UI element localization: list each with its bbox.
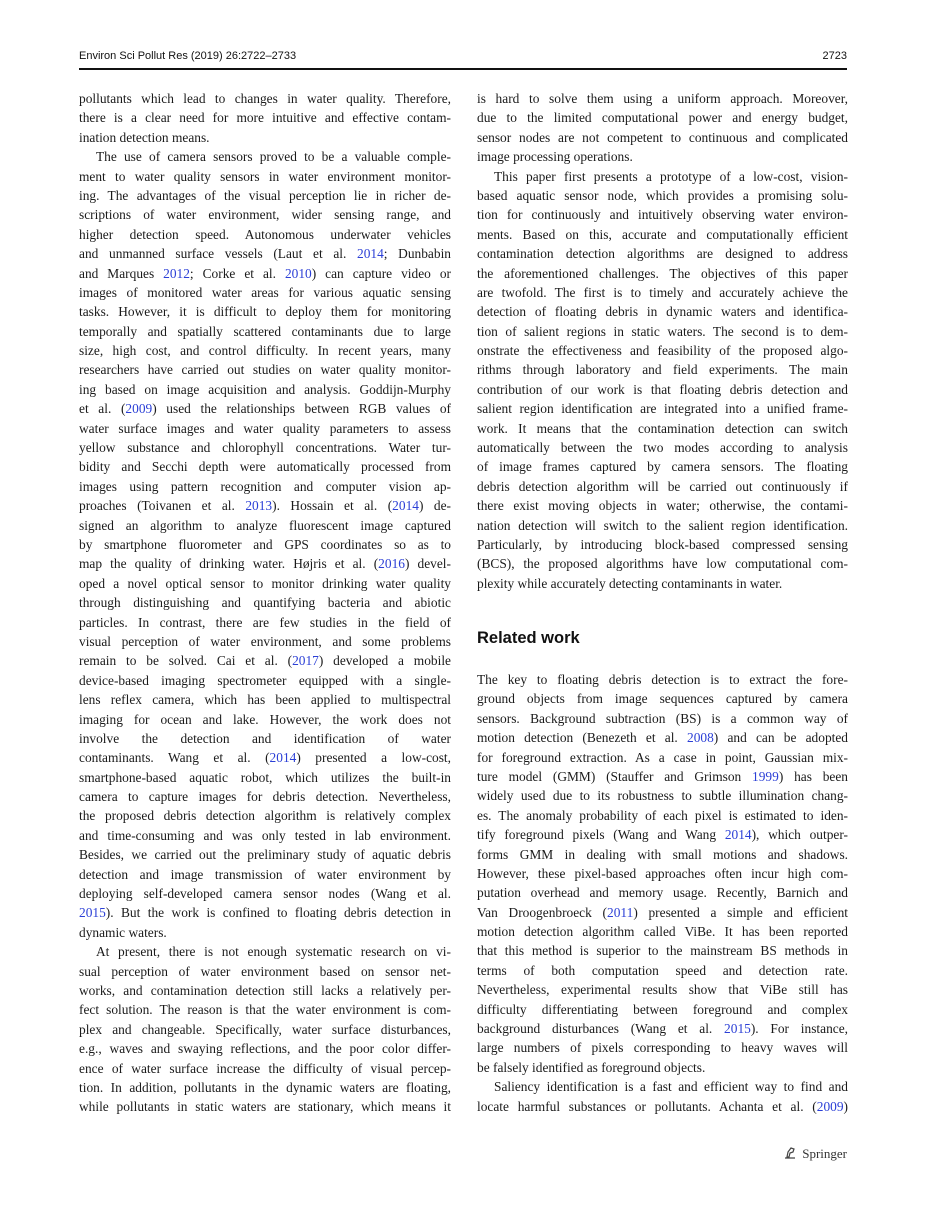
text-segment: due to the limited computational power and energy budget, — [477, 110, 848, 126]
text-segment: plex and changeable. Specifically, water surface disturbances, — [79, 1021, 451, 1037]
text-segment: ). But the work is confined to floating debris detection in — [105, 905, 451, 921]
text-segment: while pollutants in static waters are stationary, which means it — [79, 1099, 451, 1115]
text-segment: ground objects from image sequences captured by camera — [477, 691, 848, 707]
text-line — [477, 302, 848, 321]
text-line — [79, 244, 451, 263]
publisher-name: Springer — [802, 1146, 847, 1161]
text-line — [79, 108, 451, 127]
text-line — [79, 593, 451, 612]
text-line — [79, 884, 451, 903]
text-segment: motion detection (Benezeth et al. — [477, 730, 687, 746]
text-segment: and Marques — [79, 265, 164, 281]
text-line — [79, 186, 451, 205]
text-segment: ) and can be adopted — [713, 730, 848, 746]
text-line — [79, 903, 451, 922]
text-line — [79, 535, 451, 554]
text-segment: tion for continuously and intuitively observing water environ- — [477, 207, 848, 223]
text-segment: tion of salient regions in static waters. The second is to dem- — [477, 323, 848, 339]
text-segment: motion detection algorithm called ViBe. It has been reported — [477, 924, 848, 940]
text-line — [477, 1038, 848, 1057]
text-line — [79, 360, 451, 379]
left-column — [79, 89, 451, 1117]
text-segment: and time-consuming and was only tested in lab environment. — [79, 827, 451, 843]
text-line — [79, 1059, 451, 1078]
text-segment: es. The anomaly probability of each pixel is estimated to iden- — [477, 807, 848, 823]
text-segment: and unmanned surface vessels (Laut et al. — [79, 246, 358, 262]
text-segment: Nevertheless, experimental results show that ViBe still has — [477, 982, 848, 998]
text-line — [477, 128, 848, 147]
text-segment: image processing operations. — [477, 149, 633, 165]
text-segment: e.g., waves and swaying reflections, and the poor color differ- — [79, 1041, 451, 1057]
text-segment: contamination detection algorithms are designed to address — [477, 246, 848, 262]
text-line — [79, 147, 451, 166]
text-line — [477, 205, 848, 224]
text-line — [79, 457, 451, 476]
text-line — [79, 322, 451, 341]
text-line — [79, 942, 451, 961]
text-segment: The key to floating debris detection is to extract the fore- — [477, 672, 848, 687]
text-line — [79, 283, 451, 302]
citation-link[interactable]: 2013 — [245, 498, 273, 514]
text-segment: sual perception of water environment based on sensor net- — [79, 963, 451, 979]
text-line — [477, 748, 848, 767]
text-segment: plexity while accurately detecting contaminants in water. — [477, 575, 783, 591]
text-line — [79, 1000, 451, 1019]
text-segment: be falsely identified as foreground objects. — [477, 1059, 706, 1075]
text-line — [477, 767, 848, 786]
text-line — [477, 1097, 848, 1116]
text-segment: works, and contamination detection still lacks a relatively per- — [79, 982, 451, 998]
text-line — [477, 167, 848, 186]
text-line — [79, 225, 451, 244]
text-line — [79, 419, 451, 438]
text-line — [79, 981, 451, 1000]
text-segment: Besides, we carried out the preliminary study of aquatic debris — [79, 847, 451, 863]
text-line — [79, 1039, 451, 1058]
text-segment: ). Hossain et al. ( — [272, 498, 393, 514]
text-line — [79, 1078, 451, 1097]
text-line — [477, 825, 848, 844]
citation-link[interactable]: 2014 — [357, 246, 384, 262]
citation-link[interactable]: 2009 — [125, 401, 153, 417]
citation-link[interactable]: 2014 — [392, 498, 419, 514]
text-segment: ) presented a low-cost, — [296, 750, 451, 766]
text-segment: ) developed a mobile — [318, 653, 451, 669]
text-segment: nation detection will switch to the salient region identification. — [477, 517, 848, 533]
citation-link[interactable]: 2011 — [607, 904, 634, 920]
text-segment: tasks. However, it is difficult to deploy them for monitoring — [79, 304, 451, 320]
text-line — [477, 1000, 848, 1019]
text-line — [477, 477, 848, 496]
text-line — [79, 690, 451, 709]
text-segment: based aquatic sensor node, which provides a promising solu- — [477, 187, 848, 203]
text-segment: work. It means that the contamination detection can switch — [477, 420, 848, 436]
text-segment: water surface images and water quality parameters to assess — [79, 420, 451, 436]
text-line — [79, 380, 451, 399]
section-heading-related-work: Related work — [477, 629, 580, 647]
text-segment: contaminants. Wang et al. ( — [79, 750, 270, 766]
text-line — [79, 89, 451, 108]
text-segment: yellow substance and chlorophyll concentrations. Water tur- — [79, 440, 451, 456]
text-segment: oped a novel optical sensor to monitor drinking water quality — [79, 575, 451, 591]
text-line — [477, 225, 848, 244]
text-line — [79, 1097, 451, 1116]
text-segment: terms of both computation speed and detection rate. — [477, 962, 848, 978]
citation-link[interactable]: 2015 — [724, 1021, 751, 1037]
text-line — [79, 516, 451, 535]
text-segment: putation overhead and memory usage. Recently, Barnich and — [477, 885, 848, 901]
text-segment: ) presented a simple and efficient — [633, 904, 848, 920]
text-segment: detection and image transmission of water environment by — [79, 866, 451, 882]
text-line — [79, 1020, 451, 1039]
text-segment: widely used due to its robustness to subtle illumination chang- — [477, 788, 848, 804]
text-segment: rithms through laboratory and field experiments. The main — [477, 362, 848, 378]
text-line — [477, 670, 848, 689]
text-segment: salient region identification are integrated into a unified frame- — [477, 401, 848, 417]
text-segment: dynamic waters. — [79, 924, 167, 940]
text-line — [477, 341, 848, 360]
text-line — [477, 1058, 848, 1077]
text-line — [477, 147, 848, 166]
text-line — [477, 864, 848, 883]
text-line — [79, 399, 451, 418]
text-line — [477, 322, 848, 341]
springer-horse-icon — [782, 1144, 798, 1164]
text-segment: sensor nodes are not competent to continuous and complicated — [477, 129, 848, 145]
text-line — [79, 710, 451, 729]
text-segment: debris detection algorithm will be carried out continuously if — [477, 478, 848, 494]
text-line — [79, 671, 451, 690]
text-line — [79, 264, 451, 283]
text-line — [477, 786, 848, 805]
text-line — [477, 496, 848, 515]
text-segment: ing. The advantages of the visual perception lie in richer de- — [79, 187, 451, 203]
text-line — [79, 865, 451, 884]
text-segment: ) can capture video or — [311, 265, 451, 281]
page-number: 2723 — [822, 50, 847, 62]
text-line — [79, 341, 451, 360]
text-segment: signed an algorithm to analyze fluorescent image captured — [79, 517, 451, 533]
text-line — [477, 516, 848, 535]
text-segment: fect solution. The reason is that the water environment is com- — [79, 1002, 451, 1018]
text-segment: contribution of our work is that floating debris detection and — [477, 381, 848, 397]
text-segment: researchers have carried out studies on water quality monitor- — [79, 362, 451, 378]
text-line — [477, 244, 848, 263]
citation-link[interactable]: 1999 — [752, 768, 779, 784]
text-line — [477, 1077, 848, 1096]
text-segment: for foreground extraction. As a case in point, Gaussian mix- — [477, 749, 848, 765]
text-line — [79, 806, 451, 825]
text-segment: is hard to solve them using a uniform approach. Moreover, — [477, 91, 848, 106]
citation-link[interactable]: 2016 — [378, 556, 405, 572]
text-segment: images using pattern recognition and computer vision ap- — [79, 478, 451, 494]
text-line — [477, 419, 848, 438]
right-column-top — [477, 89, 848, 593]
text-segment: onstrate the effectiveness and feasibility of the proposed algo- — [477, 343, 848, 359]
text-line — [79, 787, 451, 806]
text-line — [477, 1019, 848, 1038]
text-segment: map the quality of drinking water. Højris et al. ( — [79, 556, 379, 572]
text-segment: imaging for ocean and lake. However, the work does not — [79, 711, 451, 727]
text-segment: particles. In contrast, there are few studies in the field of — [79, 614, 451, 630]
text-line — [477, 457, 848, 476]
text-segment: images of monitored water areas for various aquatic sensing — [79, 284, 451, 300]
text-segment: higher detection speed. Autonomous underwater vehicles — [79, 226, 451, 242]
text-line — [477, 264, 848, 283]
text-segment: ) has been — [778, 768, 848, 784]
text-segment: However, these pixel-based approaches often incur high com- — [477, 865, 848, 881]
text-segment: ments. Based on this, accurate and computationally efficient — [477, 226, 848, 242]
text-line — [477, 574, 848, 593]
text-line — [477, 89, 848, 108]
text-line — [79, 729, 451, 748]
text-segment: the aforementioned challenges. The objectives of this paper — [477, 265, 848, 281]
text-line — [477, 535, 848, 554]
text-line — [79, 205, 451, 224]
citation-link[interactable]: 2015 — [79, 905, 106, 921]
text-segment: This paper first presents a prototype of a low-cost, vision- — [494, 168, 848, 184]
text-segment: size, high cost, and control difficulty. In recent years, many — [79, 343, 451, 359]
text-segment: ) — [843, 1098, 848, 1114]
right-column-related-work — [477, 670, 848, 1116]
text-line — [477, 709, 848, 728]
text-line — [477, 108, 848, 127]
publisher-logo — [782, 1144, 847, 1164]
text-line — [79, 613, 451, 632]
text-line — [477, 941, 848, 960]
text-segment: At present, there is not enough systematic research on vi- — [96, 944, 451, 960]
citation-link[interactable]: 2010 — [284, 265, 312, 281]
text-line — [79, 302, 451, 321]
text-line — [79, 496, 451, 515]
text-segment: ; Corke et al. — [189, 265, 285, 281]
text-segment: scriptions of water environment, wider sensing range, and — [79, 207, 451, 223]
text-line — [79, 554, 451, 573]
header-rule — [79, 68, 847, 70]
text-segment: forms GMM in dealing with small motions and shadows. — [477, 846, 848, 862]
text-segment: are twofold. The first is to timely and accurately achieve the — [477, 284, 848, 300]
text-segment: through distinguishing and quantifying bacteria and abiotic — [79, 595, 451, 611]
text-segment: device-based imaging spectrometer equipped with a single- — [79, 672, 451, 688]
text-line — [477, 961, 848, 980]
text-segment: ture model (GMM) (Stauffer and Grimson — [477, 768, 753, 784]
text-segment: The use of camera sensors proved to be a valuable comple- — [96, 149, 451, 165]
text-segment: temporally and spatially scattered contaminants due to large — [79, 323, 451, 339]
text-segment: background disturbances (Wang et al. — [477, 1021, 725, 1037]
text-line — [79, 826, 451, 845]
text-segment: ence of water surface increase the difficulty of visual percep- — [79, 1060, 451, 1076]
text-line — [477, 728, 848, 747]
text-line — [477, 689, 848, 708]
text-line — [477, 380, 848, 399]
text-segment: locate harmful substances or pollutants. Achanta et al. ( — [477, 1098, 817, 1114]
text-segment: visual perception of water environment, and some problems — [79, 633, 451, 649]
text-segment: ). For instance, — [750, 1021, 848, 1037]
citation-link[interactable]: 2017 — [292, 653, 319, 669]
text-segment: ; Dunbabin — [383, 246, 451, 262]
running-header-journal: Environ Sci Pollut Res (2019) 26:2722–2733 — [79, 50, 297, 62]
text-segment: large numbers of pixels corresponding to heavy waves will — [477, 1040, 848, 1056]
text-segment: ) de- — [418, 498, 451, 514]
text-line — [477, 186, 848, 205]
text-line — [477, 283, 848, 302]
text-segment: et al. ( — [79, 401, 126, 417]
text-segment: ) used the relationships between RGB values of — [152, 401, 451, 417]
text-segment: detection of floating debris in dynamic waters and identifica- — [477, 304, 848, 320]
text-segment: ) devel- — [404, 556, 451, 572]
text-line — [79, 477, 451, 496]
text-segment: camera to capture images for debris detection. Nevertheless, — [79, 789, 451, 805]
text-segment: (BCS), the proposed algorithms have low computational com- — [477, 556, 848, 572]
citation-link[interactable]: 2012 — [163, 265, 190, 281]
text-line — [477, 883, 848, 902]
text-segment: tify foreground pixels (Wang and Wang — [477, 827, 725, 843]
text-segment: sensors. Background subtraction (BS) is a common way of — [477, 710, 848, 726]
text-line — [477, 554, 848, 573]
text-line — [477, 399, 848, 418]
text-line — [477, 903, 848, 922]
text-segment: of image frames captured by camera sensors. The floating — [477, 459, 848, 475]
text-segment: ing based on image acquisition and analysis. Goddijn-Murphy — [79, 381, 451, 397]
text-segment: deploying self-developed camera sensor nodes (Wang et al. — [79, 886, 451, 902]
text-segment: tion. In addition, pollutants in the dynamic waters are floating, — [79, 1079, 451, 1095]
text-line — [477, 360, 848, 379]
text-segment: smartphone-based aquatic robot, which utilizes the built-in — [79, 769, 451, 785]
text-segment: ment to water quality sensors in water environment monitor- — [79, 168, 451, 184]
text-segment: that this method is superior to the mainstream BS methods in — [477, 943, 848, 959]
citation-link[interactable]: 2014 — [269, 750, 297, 766]
text-line — [79, 748, 451, 767]
text-segment: the proposed debris detection algorithm is relatively complex — [79, 808, 451, 824]
citation-link[interactable]: 2014 — [724, 827, 752, 843]
citation-link[interactable]: 2009 — [816, 1098, 844, 1114]
text-segment: there is a clear need for more intuitive and effective contam- — [79, 110, 451, 126]
text-line — [79, 574, 451, 593]
text-segment: lens reflex camera, which has been applied to multispectral — [79, 692, 451, 708]
text-segment: proaches (Toivanen et al. — [79, 498, 246, 514]
text-line — [79, 128, 451, 147]
text-line — [477, 438, 848, 457]
text-segment: automatically between the two modes according to analysis — [477, 440, 848, 456]
text-segment: bidity and Secchi depth were automatically processed from — [79, 459, 451, 475]
text-line — [477, 845, 848, 864]
text-line — [79, 962, 451, 981]
text-segment: ), which outper- — [751, 827, 848, 843]
text-segment: ination detection means. — [79, 129, 210, 145]
text-line — [477, 980, 848, 999]
text-segment: Particularly, by introducing block-based compressed sensing — [477, 536, 848, 552]
text-line — [79, 845, 451, 864]
text-segment: by smartphone fluorometer and GPS coordinates so as to — [79, 536, 451, 552]
text-line — [79, 923, 451, 942]
citation-link[interactable]: 2008 — [687, 730, 714, 746]
text-line — [477, 806, 848, 825]
text-segment: there exist moving objects in water; otherwise, the contami- — [477, 498, 848, 514]
text-segment: difficulty differentiating between foreground and complex — [477, 1001, 848, 1017]
text-line — [79, 651, 451, 670]
text-line — [79, 167, 451, 186]
text-line — [79, 438, 451, 457]
text-segment: Saliency identification is a fast and efficient way to find and — [494, 1079, 848, 1095]
text-segment: involve the detection and identification of water — [79, 730, 451, 746]
text-line — [477, 922, 848, 941]
text-line — [79, 632, 451, 651]
text-segment: Van Droogenbroeck ( — [477, 904, 608, 920]
text-segment: remain to be solved. Cai et al. ( — [79, 653, 293, 669]
text-line — [79, 768, 451, 787]
text-segment: pollutants which lead to changes in water quality. Therefore, — [79, 91, 451, 106]
